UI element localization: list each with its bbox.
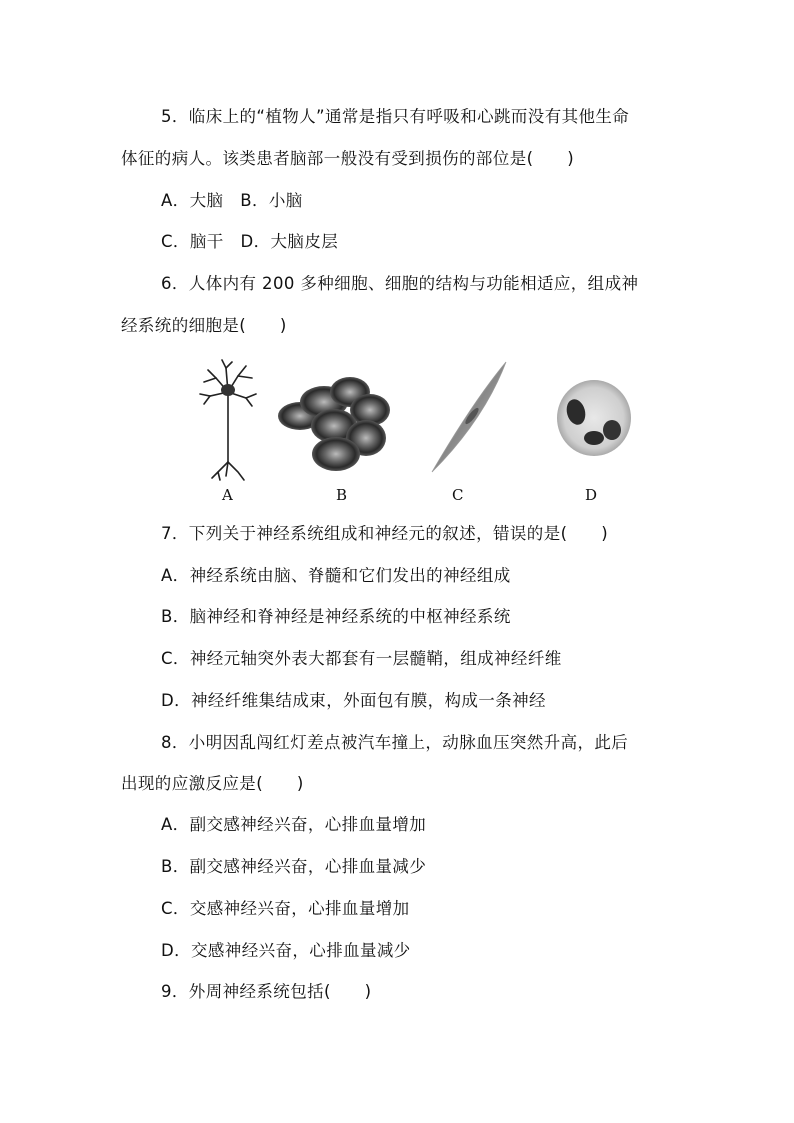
red-blood-cells-figure (276, 358, 394, 476)
q5-stem-line2: 体征的病人。该类患者脑部一般没有受到损伤的部位是( ) (121, 149, 575, 168)
q8-option-d: D．交感神经兴奋，心排血量减少 (161, 941, 411, 960)
q9-stem: 9．外周神经系统包括( ) (161, 982, 372, 1001)
q8-option-b: B．副交感神经兴奋，心排血量减少 (161, 857, 427, 876)
q8-option-c: C．交感神经兴奋，心排血量增加 (161, 899, 410, 918)
white-blood-cell-figure (554, 358, 634, 458)
q6-stem-line1: 6．人体内有 200 多种细胞、细胞的结构与功能相适应，组成神 (161, 274, 639, 293)
q7-stem: 7．下列关于神经系统组成和神经元的叙述，错误的是( ) (161, 524, 609, 543)
q7-option-b: B．脑神经和脊神经是神经系统的中枢神经系统 (161, 607, 511, 626)
q5-options-ab: A．大脑 B．小脑 (161, 191, 303, 210)
q5-stem-line1: 5．临床上的“植物人”通常是指只有呼吸和心跳而没有其他生命 (161, 107, 630, 126)
q7-option-a: A．神经系统由脑、脊髓和它们发出的神经组成 (161, 566, 511, 585)
q6-stem-line2: 经系统的细胞是( ) (121, 316, 287, 335)
q8-stem-line2: 出现的应激反应是( ) (121, 774, 304, 793)
figure-label-d: D (585, 486, 598, 504)
neuron-figure (196, 358, 260, 482)
smooth-muscle-cell-figure (426, 358, 510, 476)
figure-label-b: B (336, 486, 348, 504)
q8-stem-line1: 8．小明因乱闯红灯差点被汽车撞上，动脉血压突然升高，此后 (161, 733, 629, 752)
q7-option-d: D．神经纤维集结成束，外面包有膜，构成一条神经 (161, 691, 546, 710)
q8-option-a: A．副交感神经兴奋，心排血量增加 (161, 815, 427, 834)
q5-options-cd: C．脑干 D．大脑皮层 (161, 232, 339, 251)
q7-option-c: C．神经元轴突外表大都套有一层髓鞘，组成神经纤维 (161, 649, 562, 668)
figure-label-c: C (452, 486, 464, 504)
figure-label-a: A (222, 486, 233, 504)
